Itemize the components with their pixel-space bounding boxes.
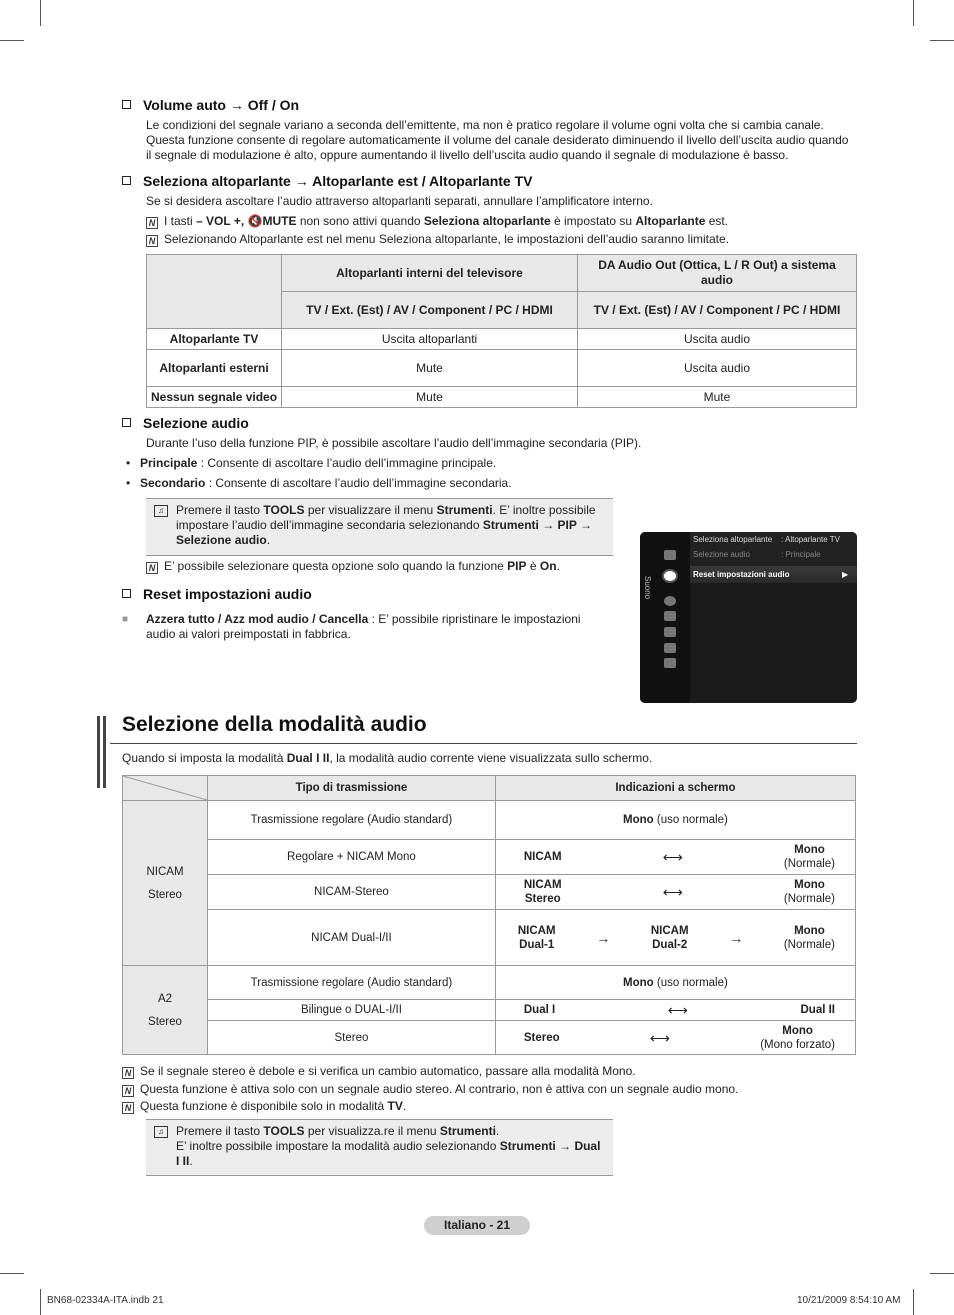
note-icon: N [146,217,158,229]
table-cell: Trasmissione regolare (Audio standard) [208,966,496,1000]
note-icon: N [122,1067,134,1079]
table-cell: Stereo [208,1021,496,1055]
square-bullet-icon [122,418,131,427]
page-number: Italiano - 21 [424,1216,530,1235]
table-header: Altoparlanti interni del televisore [282,255,578,292]
table-cell: Uscita audio [577,350,856,387]
arrow-both-icon: ⟷ [662,849,683,865]
section-divider [110,743,857,744]
table-cell: Mute [282,387,578,408]
sound-icon [662,569,678,583]
osd-sound-menu [640,532,857,703]
reset-audio-heading: Reset impostazioni audio [122,585,312,603]
table-cell: Mono (uso normale) [495,966,855,1000]
mode-intro: Quando si imposta la modalità Dual I II, la modalità audio corrente viene visualizzata sullo schermo. [122,751,653,765]
table-cell: NICAM Dual-1 → NICAM Dual-2 → Mono (Normale) [495,910,855,966]
setup-icon [664,611,676,621]
diagonal-line [123,776,207,800]
audio-select-body: Durante l’uso della funzione PIP, è possibile ascoltare l’audio dell’immagine secondaria (PIP). [146,436,642,450]
volume-auto-body: Le condizioni del segnale variano a seconda dell’emittente, ma non è pratico regolare il volume ogni volta che si cambia canale. Questa funzione consente di regolare automaticamente il volume del canale desiderato diminuendo il livello dell’uscita audio quando il segnale di modulazione è alto, oppure aumentando il livello dell’uscita audio quando il segnale di modulazione è basso. [146,118,849,162]
table-cell: Mono (uso normale) [495,801,855,840]
table-cell: Trasmissione regolare (Audio standard) [208,801,496,840]
audio-mode-table [122,775,856,1055]
picture-icon [664,550,676,560]
arrow-both-icon: ⟷ [667,1002,688,1018]
table-cell: Uscita audio [577,329,856,350]
volume-auto-heading: Volume auto → Off / On [122,96,299,114]
note-icon: N [146,235,158,247]
group-cell-a2: A2 Stereo [123,966,208,1055]
audio-select-bullet-1: • Principale : Consente di ascoltare l’audio dell’immagine principale. [126,456,497,470]
osd-side-label: Suono [643,576,652,600]
table-subheader: TV / Ext. (Est) / AV / Component / PC / HDMI [282,292,578,329]
arrow-both-icon: ⟷ [662,884,683,900]
input-icon [664,627,676,637]
osd-row-value: : Altoparlante TV [781,535,840,544]
support-icon [664,658,676,668]
date-slug: 10/21/2009 8:54:10 AM [797,1295,901,1306]
speaker-select-body: Se si desidera ascoltare l’audio attraverso altoparlanti separati, annullare l’amplificatore interno. [146,194,653,208]
mute-icon: 🔇 [247,214,263,228]
mode-note-1: N Se il segnale stereo è debole e si verifica un cambio automatico, passare alla modalità Mono. [122,1064,842,1079]
table-header: Tipo di trasmissione [208,776,496,801]
table-cell: NICAM Stereo ⟷ Mono (Normale) [495,875,855,910]
table-row-label: Nessun segnale video [147,387,282,408]
tools-icon: ♫ [154,1126,168,1138]
osd-row-arrow: ▶ [842,570,849,579]
section-title: Selezione della modalità audio [122,713,427,736]
table-cell: NICAM-Stereo [208,875,496,910]
table-corner [147,255,282,329]
speaker-select-note-2: N Selezionando Altoparlante est nel menu Seleziona altoparlante, le impostazioni dell’audio saranno limitate. [146,232,856,247]
application-icon [664,643,676,653]
arrow-right-icon: → [596,929,611,946]
arrow-right-icon: → [729,929,744,946]
osd-row-label: Seleziona altoparlante [693,535,773,544]
section-bar [97,716,100,788]
speaker-select-note-1: N I tasti – VOL +, 🔇MUTE non sono attivi quando Seleziona altoparlante è impostato su Altoparlante est. [146,214,856,229]
table-cell: Mute [577,387,856,408]
table-header: Indicazioni a schermo [495,776,855,801]
table-corner [123,776,208,801]
table-cell: Mute [282,350,578,387]
note-icon: N [146,562,158,574]
mode-note-2: N Questa funzione è attiva solo con un segnale audio stereo. Al contrario, non è attiva con un segnale audio mono. [122,1082,842,1097]
osd-row-value: : Principale [781,550,821,559]
table-cell: NICAM ⟷ Mono (Normale) [495,840,855,875]
osd-row-label: Reset impostazioni audio [693,570,790,579]
mode-note-3: N Questa funzione è disponibile solo in modalità TV. [122,1099,842,1114]
table-cell: Uscita altoparlanti [282,329,578,350]
reset-audio-body: ■ Azzera tutto / Azz mod audio / Cancella : E’ possibile ripristinare le impostazioni audio ai valori preimpostati in fabbrica. [122,612,581,641]
square-bullet-icon [122,589,131,598]
audio-select-tip: ♫ Premere il tasto TOOLS per visualizzare il menu Strumenti. E’ inoltre possibile impostare l’audio dell’immagine secondaria selezionando Strumenti → PIP → Selezione audio. [146,498,613,556]
table-row-label: Altoparlanti esterni [147,350,282,387]
note-icon: N [122,1102,134,1114]
audio-select-heading: Selezione audio [122,414,249,432]
square-bullet-icon [122,176,131,185]
file-slug: BN68-02334A-ITA.indb 21 [47,1295,164,1306]
speaker-select-heading: Seleziona altoparlante → Altoparlante est / Altoparlante TV [122,172,532,190]
table-header: DA Audio Out (Ottica, L / R Out) a sistema audio [577,255,856,292]
channel-icon [664,596,676,606]
speaker-output-table [146,254,857,408]
table-row-label: Altoparlante TV [147,329,282,350]
mode-tip: ♫ Premere il tasto TOOLS per visualizza.re il menu Strumenti. E’ inoltre possibile impostare la modalità audio selezionando Strumenti → Dual I II. [146,1119,613,1176]
square-icon: ■ [122,614,129,625]
arrow-both-icon: ⟷ [649,1029,670,1046]
audio-select-note: N E’ possibile selezionare questa opzione solo quando la funzione PIP è On. [146,559,626,574]
audio-select-bullet-2: • Secondario : Consente di ascoltare l’audio dell’immagine secondaria. [126,476,512,490]
osd-row-label: Selezione audio [693,550,750,559]
table-subheader: TV / Ext. (Est) / AV / Component / PC / HDMI [577,292,856,329]
section-bar [103,716,106,788]
note-icon: N [122,1085,134,1097]
tools-icon: ♫ [154,505,168,517]
square-bullet-icon [122,100,131,109]
table-cell: NICAM Dual-I/II [208,910,496,966]
table-cell: Stereo ⟷ Mono (Mono forzato) [495,1021,855,1055]
table-cell: Regolare + NICAM Mono [208,840,496,875]
table-cell: Bilingue o DUAL-I/II [208,1000,496,1021]
group-cell-nicam: NICAM Stereo [123,801,208,966]
table-cell: Dual I ⟷ Dual II [495,1000,855,1021]
